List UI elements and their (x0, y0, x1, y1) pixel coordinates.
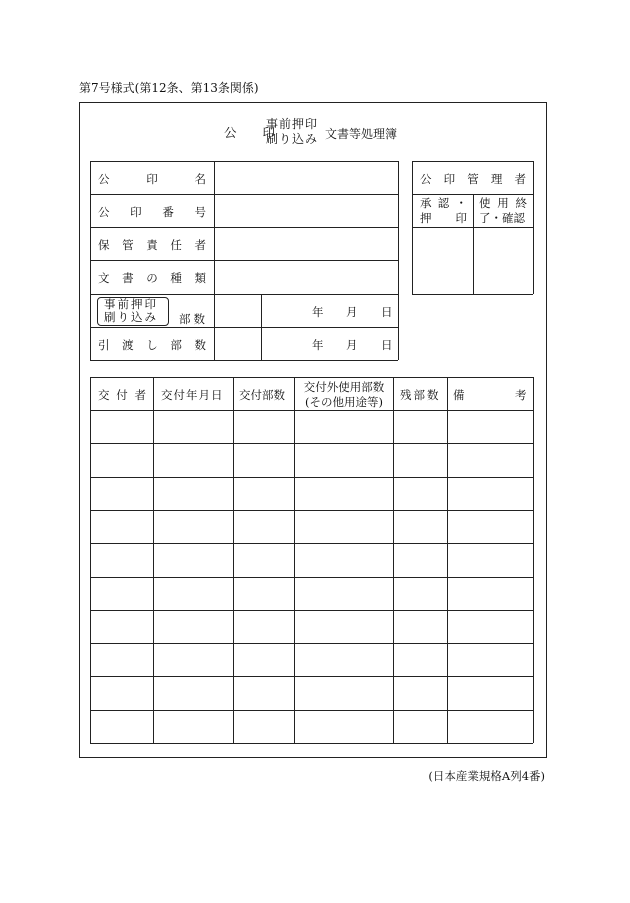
usage-end-header (479, 196, 527, 226)
col-issuer-header: 交 付 者 (98, 388, 146, 402)
col-other-use-line2: (その他用途等) (305, 395, 383, 409)
table-row (90, 743, 533, 744)
col-issue-date-header: 交付年月日 (161, 388, 224, 402)
title-register-label: 文書等処理簿 (325, 127, 398, 141)
col-other-use-header (301, 380, 387, 410)
log-header-rule (90, 377, 533, 378)
table-row (90, 543, 533, 544)
log-header-rule (90, 410, 533, 411)
form-frame (79, 102, 547, 758)
table-row (90, 443, 533, 444)
prestamp-date-year: 年 (312, 305, 324, 319)
col-remaining-header: 残部数 (400, 388, 441, 402)
prestamp-label (104, 298, 158, 324)
handover-date-month: 月 (346, 338, 358, 352)
custodian-label: 保 管 責 任 者 (98, 238, 206, 252)
table-row (90, 676, 533, 677)
title-stamp-line2: 刷り込み (266, 132, 319, 146)
approval-line1: 承 認 ・ (420, 196, 467, 210)
table-row (90, 477, 533, 478)
handover-date-year: 年 (312, 338, 324, 352)
seal-manager-header: 公 印 管 理 者 (420, 172, 526, 186)
table-row (90, 610, 533, 611)
col-issue-count-header: 交付部数 (239, 388, 285, 402)
table-row (90, 510, 533, 511)
title-stamp-type (266, 117, 318, 147)
table-row (90, 643, 533, 644)
usage-end-line2: 了・確認 (479, 211, 525, 225)
col-remarks-header-2: 考 (515, 388, 527, 402)
handover-date-day: 日 (381, 338, 393, 352)
title-stamp-line1: 事前押印 (266, 117, 319, 131)
table-row (90, 710, 533, 711)
prestamp-date-day: 日 (381, 305, 393, 319)
paper-size-note: (日本産業規格A列4番) (428, 769, 545, 783)
seal-name-label: 公 印 名 (98, 172, 206, 186)
table-row (90, 577, 533, 578)
prestamp-count-suffix: 部数 (179, 312, 208, 326)
approval-line2: 押 印 (420, 211, 467, 225)
handover-count-label: 引 渡 し 部 数 (98, 338, 206, 352)
prestamp-line1: 事前押印 (104, 297, 158, 311)
document-type-label: 文 書 の 種 類 (98, 271, 206, 285)
usage-end-line1: 使 用 終 (479, 196, 527, 210)
title-seal-label: 公 印 (224, 125, 286, 140)
col-remarks-header-1: 備 (453, 388, 465, 402)
approval-header (420, 196, 467, 226)
seal-number-label: 公 印 番 号 (98, 205, 206, 219)
col-other-use-line1: 交付外使用部数 (303, 380, 385, 394)
prestamp-date-month: 月 (346, 305, 358, 319)
prestamp-line2: 刷り込み (104, 310, 158, 324)
form-number-heading: 第7号様式(第12条、第13条関係) (79, 81, 259, 95)
